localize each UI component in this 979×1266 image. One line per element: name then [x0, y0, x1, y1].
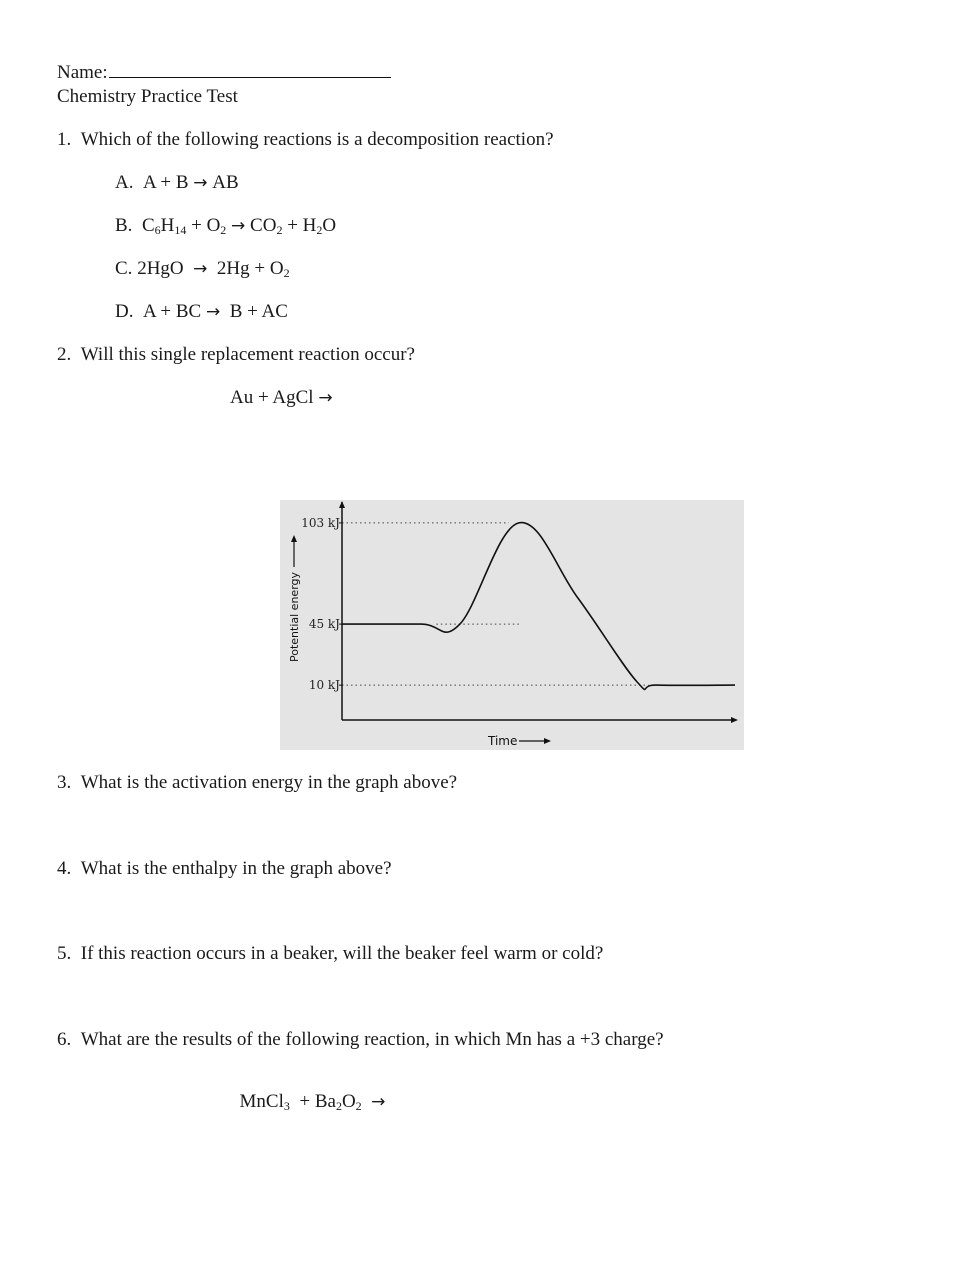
question-text: What is the activation energy in the graph above? [80, 772, 458, 793]
subscript: 2 [220, 223, 227, 237]
option-rhs: B + AC [229, 301, 288, 322]
chart-background [280, 500, 744, 750]
name-label: Name: [57, 62, 108, 83]
question-3 [57, 773, 457, 792]
reaction-arrow: → [193, 173, 208, 193]
option-rhs: 2Hg + O [216, 258, 284, 279]
formula-part: O [322, 215, 337, 236]
formula-part: + Ba [289, 1091, 336, 1112]
question-number: 6. [57, 1029, 72, 1050]
y-tick-label: 103 kJ [301, 515, 340, 530]
question-5 [57, 944, 603, 963]
question-text: If this reaction occurs in a beaker, will the beaker feel warm or cold? [80, 943, 604, 964]
question-4 [57, 859, 392, 878]
question-number: 3. [57, 772, 72, 793]
option-a [115, 173, 239, 192]
option-d [115, 302, 288, 321]
equation-2 [230, 388, 333, 407]
question-number: 5. [57, 943, 72, 964]
y-tick-label: 45 kJ [308, 617, 340, 632]
question-text: Will this single replacement reaction occur? [80, 344, 415, 365]
question-text: What are the results of the following reaction, in which Mn has a +3 charge? [80, 1029, 664, 1050]
option-letter: A. [115, 172, 134, 193]
option-letter: C. [115, 258, 133, 279]
option-lhs: 2HgO [137, 258, 184, 279]
subscript: 2 [276, 223, 283, 237]
option-rhs: AB [212, 172, 239, 193]
option-letter: D. [115, 301, 134, 322]
name-blank-line[interactable] [109, 60, 391, 78]
question-1 [57, 130, 554, 149]
question-text: What is the enthalpy in the graph above? [80, 858, 392, 879]
formula-part: CO [250, 215, 277, 236]
equation-text: Au + AgCl [230, 387, 314, 408]
subscript: 3 [283, 1099, 290, 1113]
y-tick-label: 10 kJ [308, 678, 340, 693]
subscript: 2 [316, 223, 323, 237]
reaction-arrow: → [371, 1092, 386, 1112]
option-lhs: A + B [142, 172, 189, 193]
page-title: Chemistry Practice Test [57, 86, 238, 107]
question-number: 2. [57, 344, 72, 365]
formula-part: MnCl [239, 1091, 284, 1112]
name-row [57, 60, 391, 82]
question-text: Which of the following reactions is a decomposition reaction? [80, 129, 554, 150]
formula-part: O [341, 1091, 356, 1112]
reaction-arrow: → [205, 302, 221, 322]
formula-part: H [160, 215, 175, 236]
question-number: 1. [57, 129, 72, 150]
subscript: 2 [355, 1099, 362, 1113]
reaction-arrow: → [231, 216, 246, 236]
option-letter: B. [115, 215, 133, 236]
option-b [115, 216, 336, 235]
question-number: 4. [57, 858, 72, 879]
option-lhs: A + BC [142, 301, 202, 322]
subscript: 14 [174, 223, 187, 237]
reaction-arrow: → [193, 259, 208, 279]
subscript: 2 [335, 1099, 342, 1113]
question-2 [57, 345, 415, 364]
x-axis-label: Time [488, 734, 518, 748]
subscript: 2 [283, 266, 290, 280]
equation-6 [230, 1073, 385, 1111]
energy-diagram [280, 500, 744, 750]
formula-part: C [141, 215, 155, 236]
y-axis-label: Potential energy [288, 571, 301, 662]
reaction-arrow: → [318, 388, 333, 408]
formula-part: + H [282, 215, 317, 236]
question-6 [57, 1030, 664, 1049]
option-c [115, 259, 290, 278]
subscript: 6 [154, 223, 161, 237]
formula-part: + O [186, 215, 221, 236]
